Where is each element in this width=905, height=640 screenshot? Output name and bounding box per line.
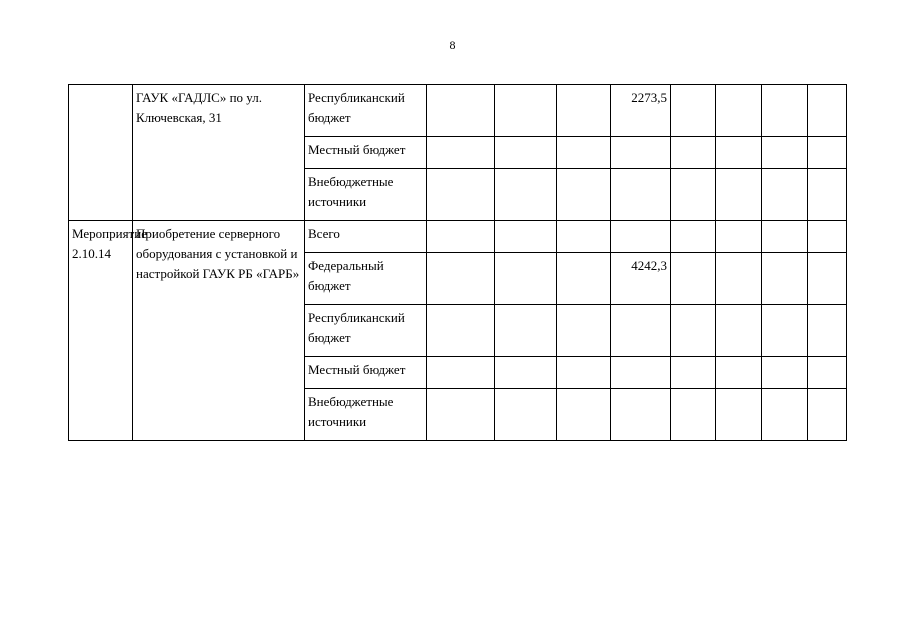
value-cell: [808, 137, 847, 169]
value-cell: [716, 169, 762, 221]
value-cell: [762, 389, 808, 441]
value-cell: [495, 305, 557, 357]
value-cell: [557, 253, 611, 305]
value-cell: [671, 305, 716, 357]
value-cell: [495, 389, 557, 441]
value-cell: [671, 137, 716, 169]
value-cell: [427, 253, 495, 305]
event-cell: Мероприятие 2.10.14: [69, 221, 133, 441]
value-cell: [671, 357, 716, 389]
source-label: Местный бюджет: [305, 357, 427, 389]
event-name-cell: Приобретение серверного оборудования с установкой и настройкой ГАУК РБ «ГАРБ»: [133, 221, 305, 441]
value-cell: [427, 85, 495, 137]
value-cell: [671, 169, 716, 221]
page-number: 8: [449, 38, 456, 52]
source-label: Внебюджетные источники: [305, 389, 427, 441]
value-cell: [427, 169, 495, 221]
value-cell: [808, 85, 847, 137]
table-row: [69, 85, 847, 137]
value-cell: [762, 253, 808, 305]
value-cell: [808, 389, 847, 441]
value-cell: [557, 357, 611, 389]
value-cell: [427, 305, 495, 357]
value-cell: [427, 137, 495, 169]
value-cell: [716, 253, 762, 305]
value-cell: [808, 305, 847, 357]
value-cell: [427, 221, 495, 253]
value-cell: [671, 253, 716, 305]
event-cell: [69, 85, 133, 221]
value-cell: [557, 137, 611, 169]
value-cell: [716, 305, 762, 357]
value-cell: [808, 357, 847, 389]
value-cell: [611, 305, 671, 357]
value-cell: [495, 169, 557, 221]
source-label: Республиканский бюджет: [305, 305, 427, 357]
table-row: [69, 221, 847, 253]
value-cell: [762, 221, 808, 253]
value-cell: [611, 137, 671, 169]
value-cell: [495, 357, 557, 389]
value-cell: [762, 169, 808, 221]
value-cell: [611, 169, 671, 221]
value-cell: [611, 221, 671, 253]
value-cell: [716, 221, 762, 253]
value-cell: [557, 389, 611, 441]
value-cell: [716, 85, 762, 137]
value-cell: [671, 85, 716, 137]
source-label: Федеральный бюджет: [305, 253, 427, 305]
value-cell: [495, 221, 557, 253]
event-name-cell: ГАУК «ГАДЛС» по ул. Ключевская, 31: [133, 85, 305, 221]
value-cell: [762, 357, 808, 389]
value-cell: [557, 305, 611, 357]
value-cell: [557, 85, 611, 137]
budget-table: [68, 84, 847, 441]
value-cell: [716, 137, 762, 169]
value-cell: [557, 169, 611, 221]
source-label: Внебюджетные источники: [305, 169, 427, 221]
value-cell: [762, 85, 808, 137]
source-label: Республиканский бюджет: [305, 85, 427, 137]
value-cell: 2273,5: [611, 85, 671, 137]
value-cell: [611, 389, 671, 441]
value-cell: [427, 357, 495, 389]
source-label: Местный бюджет: [305, 137, 427, 169]
value-cell: [671, 389, 716, 441]
value-cell: [495, 137, 557, 169]
value-cell: [716, 357, 762, 389]
value-cell: [611, 357, 671, 389]
value-cell: [671, 221, 716, 253]
value-cell: [808, 221, 847, 253]
value-cell: [557, 221, 611, 253]
value-cell: [427, 389, 495, 441]
value-cell: [808, 253, 847, 305]
value-cell: [808, 169, 847, 221]
value-cell: [762, 137, 808, 169]
value-cell: 4242,3: [611, 253, 671, 305]
value-cell: [495, 85, 557, 137]
source-label: Всего: [305, 221, 427, 253]
value-cell: [495, 253, 557, 305]
value-cell: [716, 389, 762, 441]
value-cell: [762, 305, 808, 357]
